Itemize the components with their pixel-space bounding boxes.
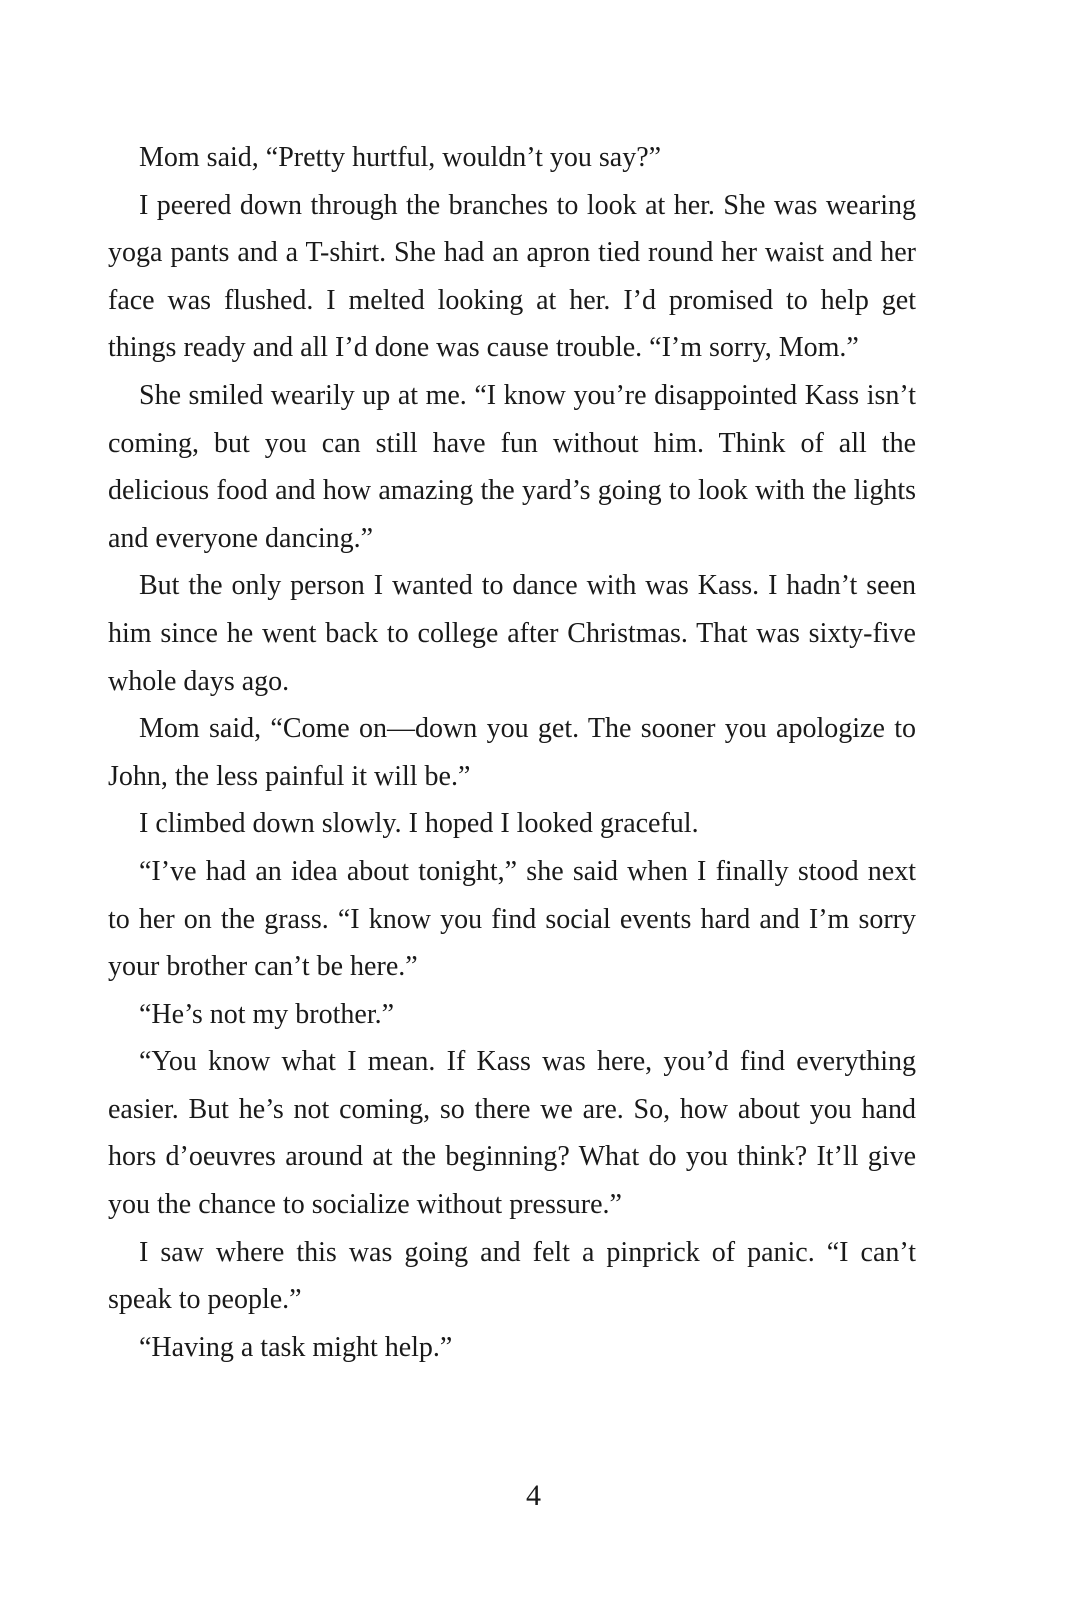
paragraph: Mom said, “Come on—down you get. The sooner you apologize to John, the less painful it will be.” — [108, 713, 916, 792]
page-number: 4 — [526, 1479, 541, 1512]
paragraph: I saw where this was going and felt a pinprick of panic. “I can’t speak to people.” — [108, 1236, 916, 1316]
paragraph: Mom said, “Pretty hurtful, wouldn’t you say?” — [139, 142, 662, 173]
paragraph: She smiled wearily up at me. “I know you’re disappointed Kass isn’t coming, but you can still have fun without him. Think of all the delicious food and how amazing the yard’s going to look with the lights and everyone dancing.” — [108, 379, 916, 554]
paragraph: “You know what I mean. If Kass was here, you’d find everything easier. But he’s not coming, so there we are. So, how about you hand hors d’oeuvres around at the beginning? What do you think? It’ll give you the chance to socialize without pressure.” — [108, 1046, 916, 1221]
body-text — [108, 134, 916, 1371]
paragraph: I peered down through the branches to look at her. She was wearing yoga pants and a T-shirt. She had an apron tied round her waist and her face was flushed. I melted looking at her. I’d promised to help get things ready and all I’d done was cause trouble. “I’m sorry, Mom.” — [108, 189, 916, 364]
paragraph: I climbed down slowly. I hoped I looked graceful. — [139, 808, 699, 840]
paragraph: “I’ve had an idea about tonight,” she said when I finally stood next to her on the grass. “I know you find social events hard and I’m sorry your brother can’t be here.” — [108, 855, 916, 983]
paragraph: But the only person I wanted to dance with was Kass. I hadn’t seen him since he went back to college after Christmas. That was sixty-five whole days ago. — [108, 570, 916, 697]
paragraph: “Having a task might help.” — [139, 1331, 453, 1363]
paragraph: “He’s not my brother.” — [139, 998, 395, 1030]
